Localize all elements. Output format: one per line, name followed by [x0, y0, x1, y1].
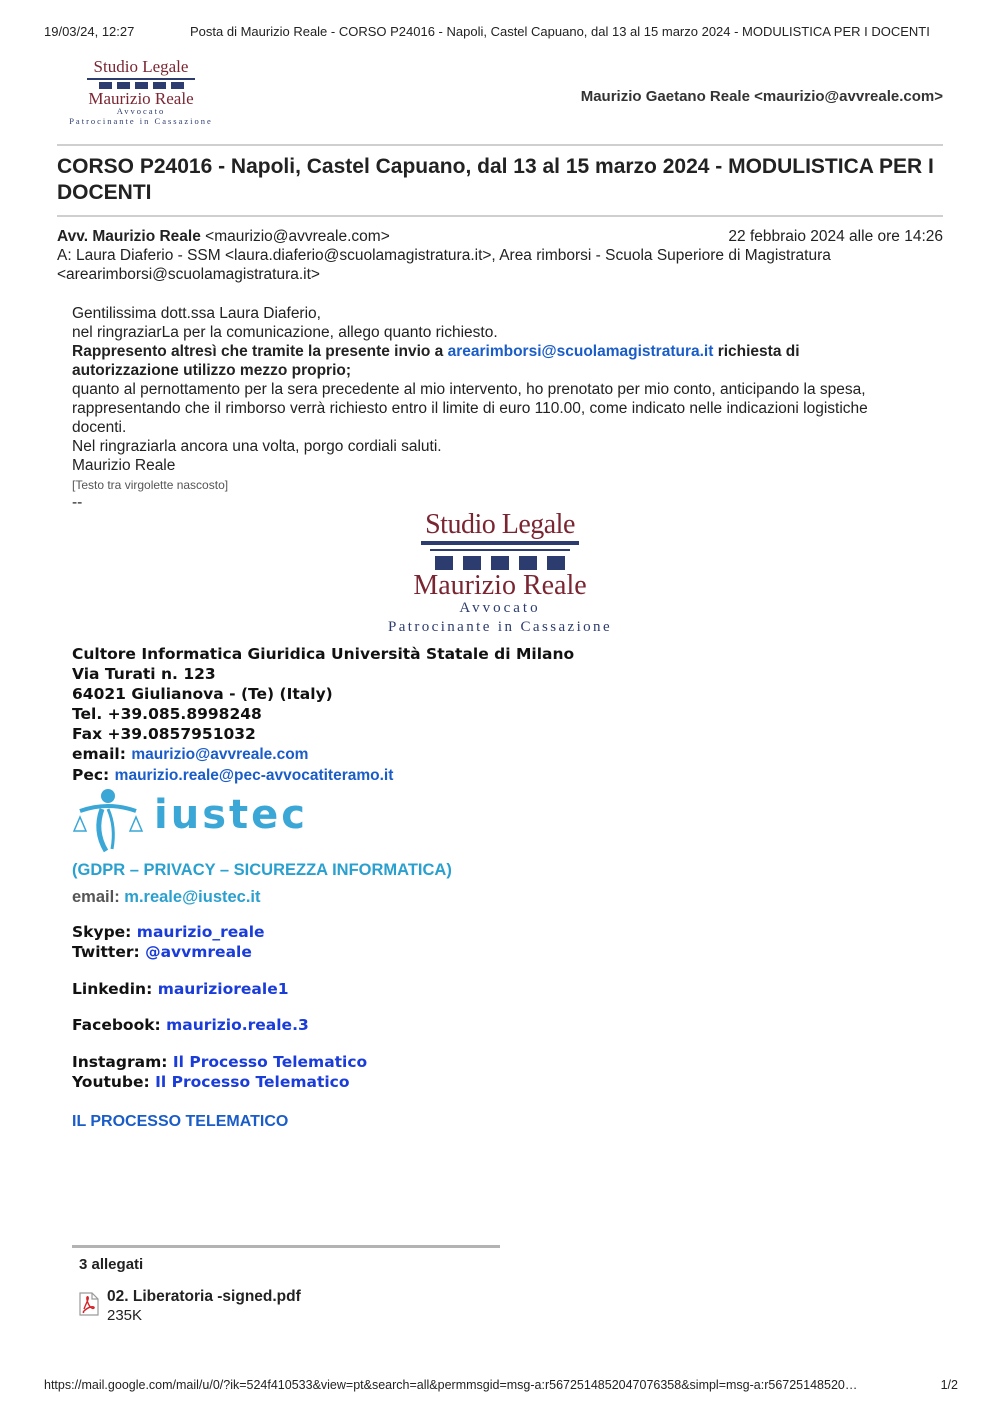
social-block-2: [72, 1052, 367, 1092]
account-label: Maurizio Gaetano Reale <maurizio@avvreale.com>: [580, 88, 943, 105]
sender-email: <maurizio@avvreale.com>: [205, 228, 390, 245]
sig-line3: 64021 Giulianova - (Te) (Italy): [72, 685, 333, 703]
twitter-label: Twitter:: [72, 943, 140, 961]
social-block-1: [72, 922, 265, 962]
sig-pec-label: Pec:: [72, 766, 110, 784]
greeting: Gentilissima dott.ssa Laura Diaferio,: [72, 305, 321, 322]
facebook-label: Facebook:: [72, 1016, 161, 1034]
bold-text-b: richiesta di: [713, 343, 800, 360]
skype-label: Skype:: [72, 923, 132, 941]
print-url: https://mail.google.com/mail/u/0/?ik=524f410533&view=pt&search=all&permmsgid=msg-a:r5672514852047076358&simpl=msg-a:r56725148520…: [44, 1378, 858, 1392]
linkedin-link[interactable]: maurizioreale1: [157, 980, 289, 998]
print-page-number: 1/2: [940, 1378, 958, 1392]
body-bold-line: [72, 342, 952, 361]
attachment-name[interactable]: 02. Liberatoria -signed.pdf: [107, 1288, 301, 1305]
logo-large-line4: Patrocinante in Cassazione: [387, 619, 613, 635]
sig-pec-link[interactable]: maurizio.reale@pec-avvocatiteramo.it: [114, 767, 394, 784]
recipients-line2: <arearimborsi@scuolamagistratura.it>: [57, 266, 320, 283]
studio-logo-small: [52, 58, 230, 126]
attachment-item[interactable]: [79, 1292, 99, 1321]
sig-line1: Cultore Informatica Giuridica Università Statale di Milano: [72, 645, 575, 663]
signature-block: [72, 644, 574, 786]
youtube-label: Youtube:: [72, 1073, 150, 1091]
sig-line5: Fax +39.0857951032: [72, 725, 256, 743]
body-paragraph-2c: docenti.: [72, 419, 127, 436]
logo-large-line1: Studio Legale: [425, 509, 575, 540]
logo-line1: Studio Legale: [93, 57, 189, 76]
youtube-link[interactable]: Il Processo Telematico: [155, 1073, 350, 1091]
sender-line: [57, 227, 390, 246]
sender-name: Avv. Maurizio Reale: [57, 228, 201, 245]
facebook-link[interactable]: maurizio.reale.3: [166, 1016, 309, 1034]
twitter-link[interactable]: @avvmreale: [145, 943, 252, 961]
sig-email-link[interactable]: maurizio@avvreale.com: [131, 746, 309, 763]
subject-heading: CORSO P24016 - Napoli, Castel Capuano, dal 13 al 15 marzo 2024 - MODULISTICA PER I DOCENTI: [57, 155, 934, 204]
message-date: 22 febbraio 2024 alle ore 14:26: [728, 228, 943, 245]
logo-large-line3: Avvocato: [459, 600, 541, 616]
instagram-link[interactable]: Il Processo Telematico: [172, 1053, 368, 1071]
body-paragraph-3: Nel ringraziarla ancora una volta, porgo cordiali saluti.: [72, 438, 442, 455]
signature-separator: --: [72, 494, 83, 511]
bold-text-c: autorizzazione utilizzo mezzo proprio;: [72, 362, 351, 379]
recipients-line1: A: Laura Diaferio - SSM <laura.diaferio@scuolamagistratura.it>, Area rimborsi - Scuola Superiore di Magistratura: [57, 247, 831, 264]
attachment-size: 235K: [107, 1307, 143, 1324]
message-body: [72, 304, 952, 511]
signoff: Maurizio Reale: [72, 457, 176, 474]
attachments-divider: [72, 1245, 500, 1248]
logo-line2: Maurizio Reale: [88, 89, 194, 108]
studio-logo-large: [370, 510, 630, 637]
sig-email-label: email:: [72, 745, 126, 763]
skype-link[interactable]: maurizio_reale: [136, 923, 265, 941]
logo-large-line2: Maurizio Reale: [413, 570, 587, 601]
attachment-info: [107, 1287, 301, 1325]
iustec-scales-icon: [72, 787, 152, 853]
iustec-email-link[interactable]: m.reale@iustec.it: [124, 888, 261, 906]
print-title: Posta di Maurizio Reale - CORSO P24016 - Napoli, Castel Capuano, dal 13 al 15 marzo 2024 - MODULISTICA PER I DOCENTI: [190, 24, 930, 39]
iustec-email-line: [72, 888, 261, 907]
iustec-wordmark: iustec: [154, 792, 308, 838]
linkedin-line: [72, 979, 289, 999]
attachments-count: 3 allegati: [79, 1256, 144, 1273]
logo-line4: Patrocinante in Cassazione: [69, 116, 213, 126]
body-paragraph-1: nel ringraziarLa per la comunicazione, allego quanto richiesto.: [72, 324, 498, 341]
gdpr-tagline: (GDPR – PRIVACY – SICUREZZA INFORMATICA): [72, 861, 452, 879]
body-paragraph-2b: rappresentando che il rimborso verrà richiesto entro il limite di euro 110.00, come indicato nelle indicazioni logistiche: [72, 400, 868, 417]
bold-text-a: Rappresento altresì che tramite la presente invio a: [72, 343, 448, 360]
arearimborsi-link[interactable]: arearimborsi@scuolamagistratura.it: [447, 343, 714, 360]
processo-telematico-link[interactable]: IL PROCESSO TELEMATICO: [72, 1113, 289, 1130]
iustec-email-label: email:: [72, 888, 120, 906]
pdf-file-icon: [79, 1292, 99, 1316]
instagram-label: Instagram:: [72, 1053, 168, 1071]
sig-line4: Tel. +39.085.8998248: [72, 705, 262, 723]
sig-line2: Via Turati n. 123: [72, 665, 216, 683]
print-datetime: 19/03/24, 12:27: [44, 24, 135, 39]
quoted-text-toggle[interactable]: [Testo tra virgolette nascosto]: [72, 478, 229, 492]
linkedin-label: Linkedin:: [72, 980, 153, 998]
logo-line3: Avvocato: [116, 106, 166, 116]
body-paragraph-2a: quanto al pernottamento per la sera precedente al mio intervento, ho prenotato per mio conto, anticipando la spesa,: [72, 381, 866, 398]
facebook-line: [72, 1015, 309, 1035]
iustec-logo: [72, 787, 332, 853]
